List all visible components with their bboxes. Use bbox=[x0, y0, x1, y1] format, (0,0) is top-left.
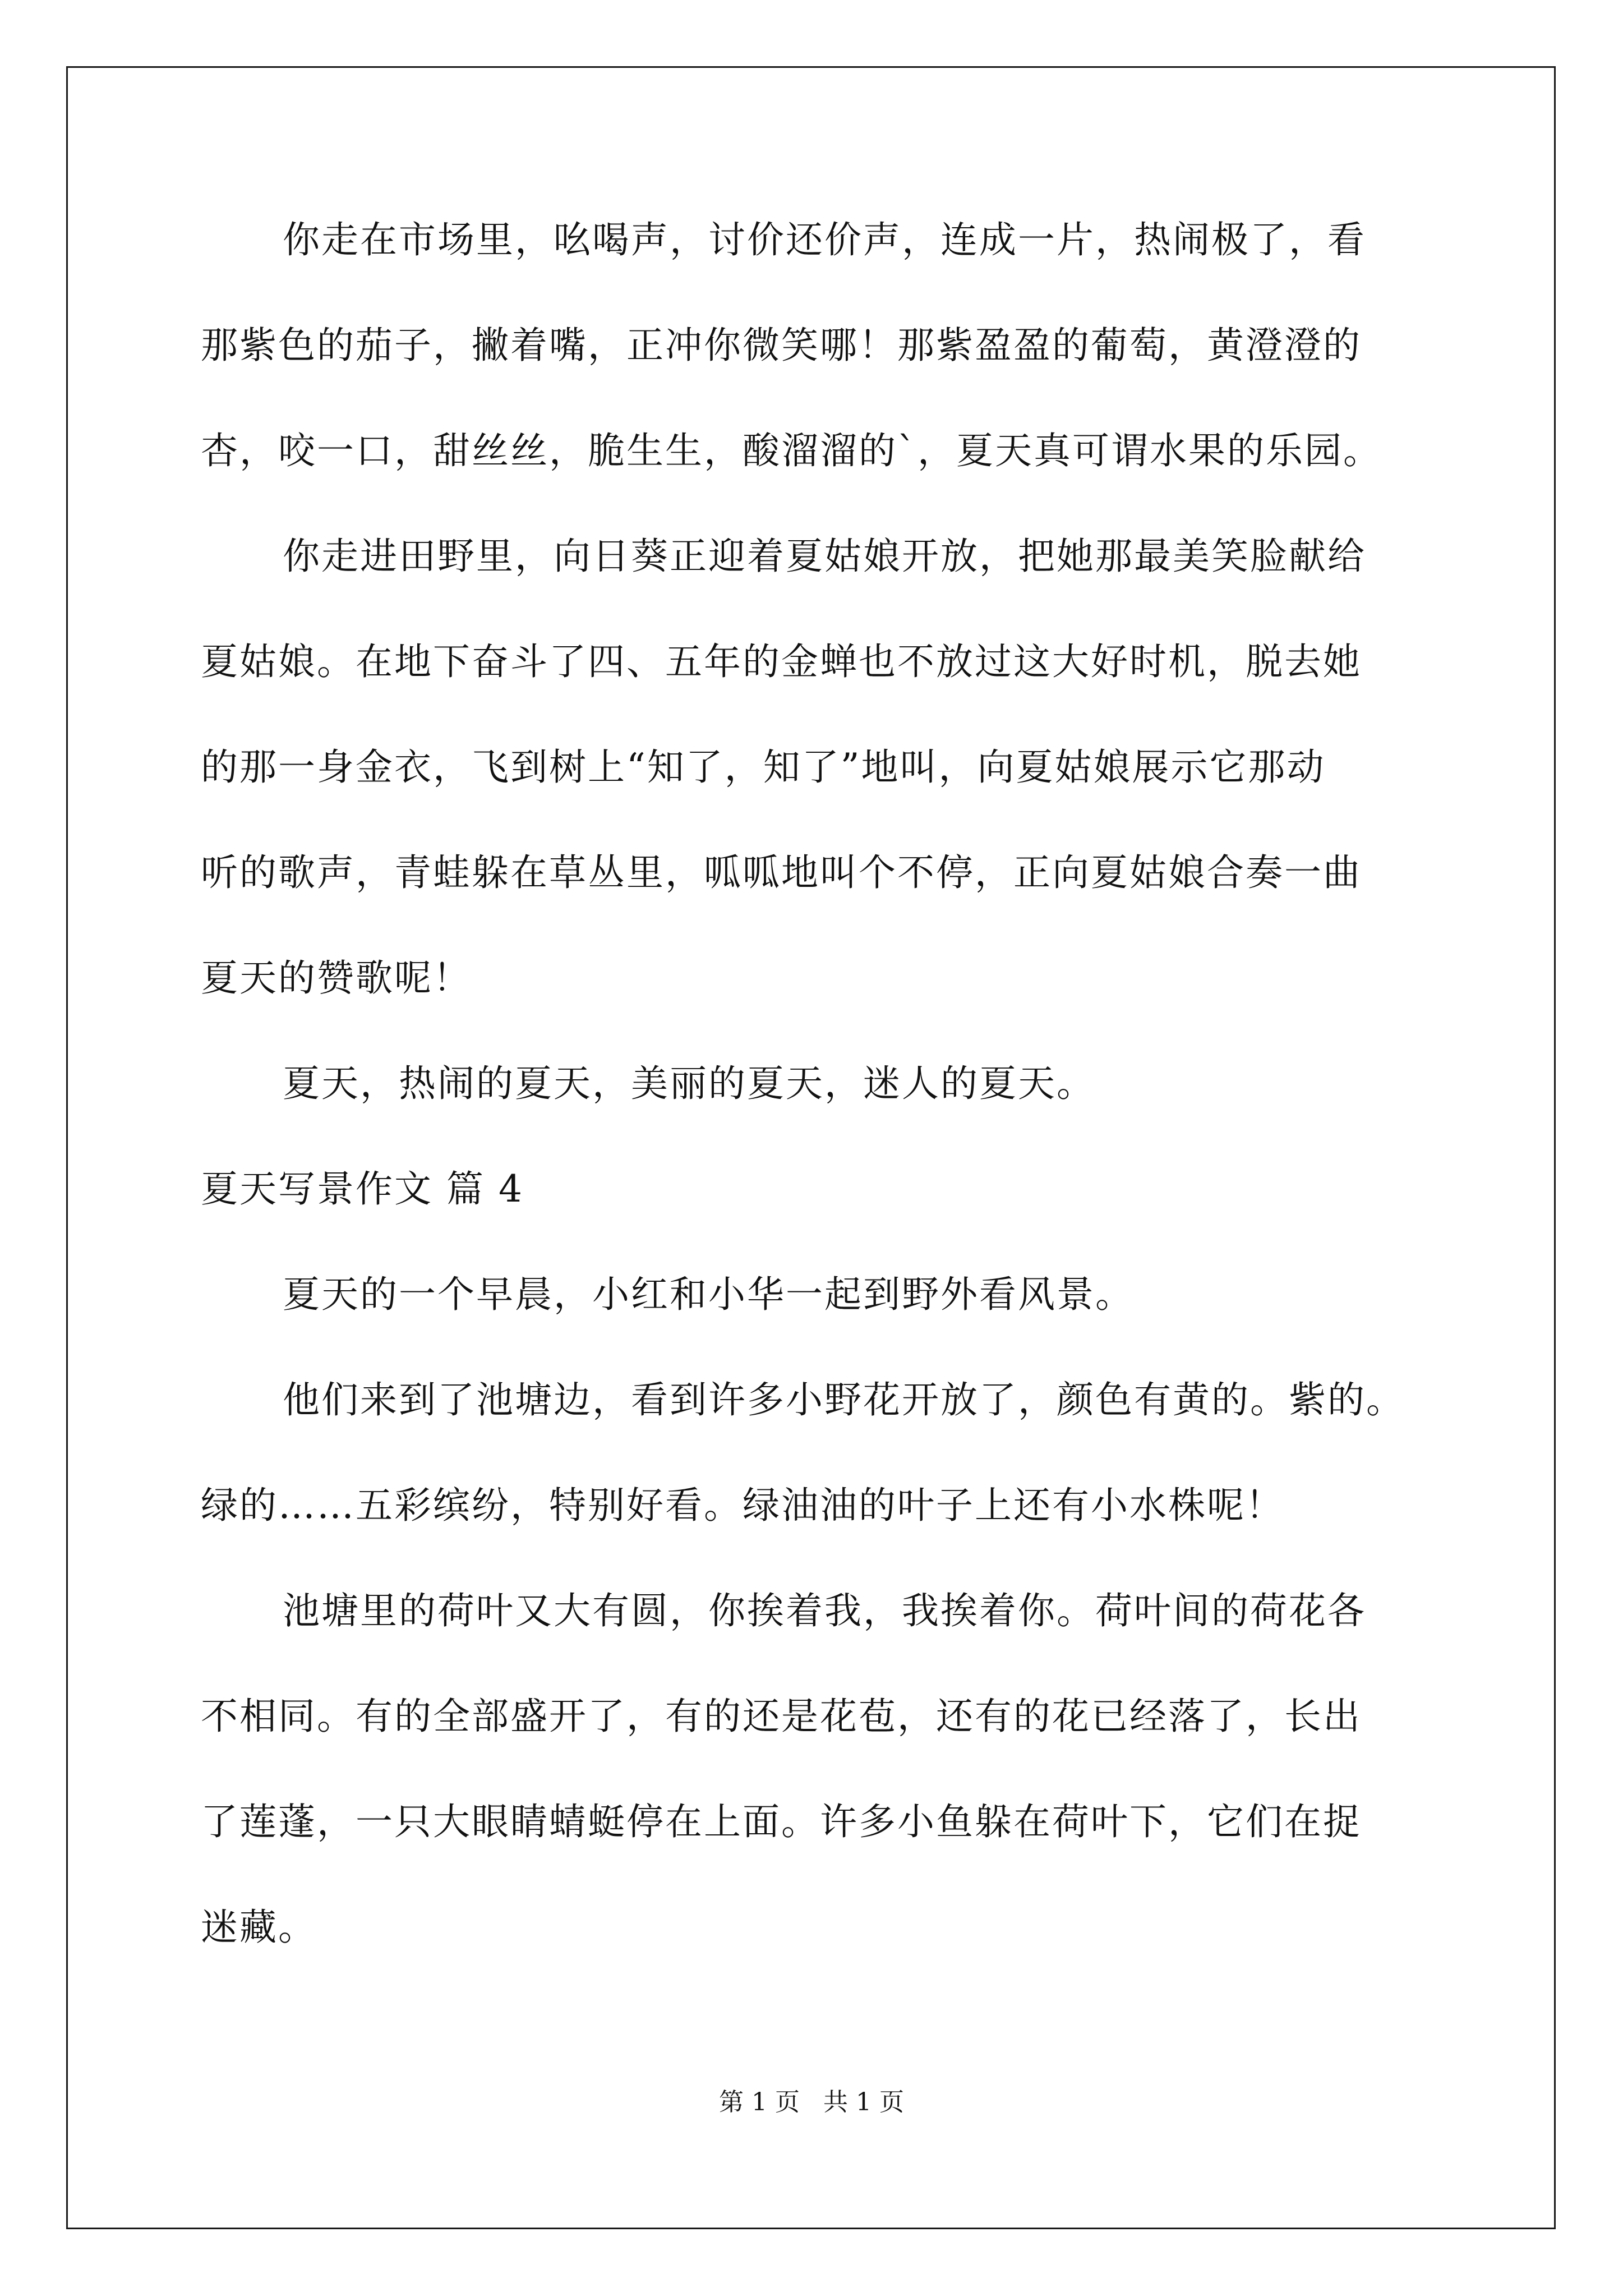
paragraph-line: 夏姑娘。在地下奋斗了四、五年的金蝉也不放过这大好时机，脱去她 bbox=[201, 640, 1362, 683]
paragraph-line: 那紫色的茄子，撇着嘴，正冲你微笑哪！那紫盈盈的葡萄，黄澄澄的 bbox=[201, 324, 1362, 367]
paragraph-line: 夏天的一个早晨，小红和小华一起到野外看风景。 bbox=[283, 1273, 1134, 1316]
paragraph-line: 不相同。有的全部盛开了，有的还是花苞，还有的花已经落了，长出 bbox=[201, 1695, 1362, 1738]
paragraph-line: 他们来到了池塘边，看到许多小野花开放了，颜色有黄的。紫的。 bbox=[283, 1378, 1405, 1421]
section-heading: 夏天写景作文 篇 4 bbox=[201, 1167, 524, 1211]
paragraph-line: 夏天的赞歌呢！ bbox=[201, 956, 472, 1000]
paragraph-line: 听的歌声，青蛙躲在草丛里，呱呱地叫个不停，正向夏姑娘合奏一曲 bbox=[201, 851, 1362, 894]
paragraph-line: 夏天，热闹的夏天，美丽的夏天，迷人的夏天。 bbox=[283, 1062, 1095, 1105]
paragraph-line: 杏，咬一口，甜丝丝，脆生生，酸溜溜的`，夏天真可谓水果的乐园。 bbox=[201, 429, 1382, 472]
page-footer: 第 1 页 共 1 页 bbox=[719, 2088, 904, 2116]
paragraph-line: 你走进田野里，向日葵正迎着夏姑娘开放，把她那最美笑脸献给 bbox=[283, 535, 1366, 578]
paragraph-line: 你走在市场里，吆喝声，讨价还价声，连成一片，热闹极了，看 bbox=[283, 218, 1366, 261]
paragraph-line: 迷藏。 bbox=[201, 1906, 317, 1949]
paragraph-line: 池塘里的荷叶又大有圆，你挨着我，我挨着你。荷叶间的荷花各 bbox=[283, 1589, 1366, 1632]
paragraph-line: 的那一身金衣，飞到树上“知了，知了”地叫，向夏姑娘展示它那动 bbox=[201, 746, 1326, 789]
paragraph-line: 绿的……五彩缤纷，特别好看。绿油油的叶子上还有小水株呢！ bbox=[201, 1484, 1284, 1527]
paragraph-line: 了莲蓬，一只大眼睛蜻蜓停在上面。许多小鱼躲在荷叶下，它们在捉 bbox=[201, 1800, 1362, 1843]
